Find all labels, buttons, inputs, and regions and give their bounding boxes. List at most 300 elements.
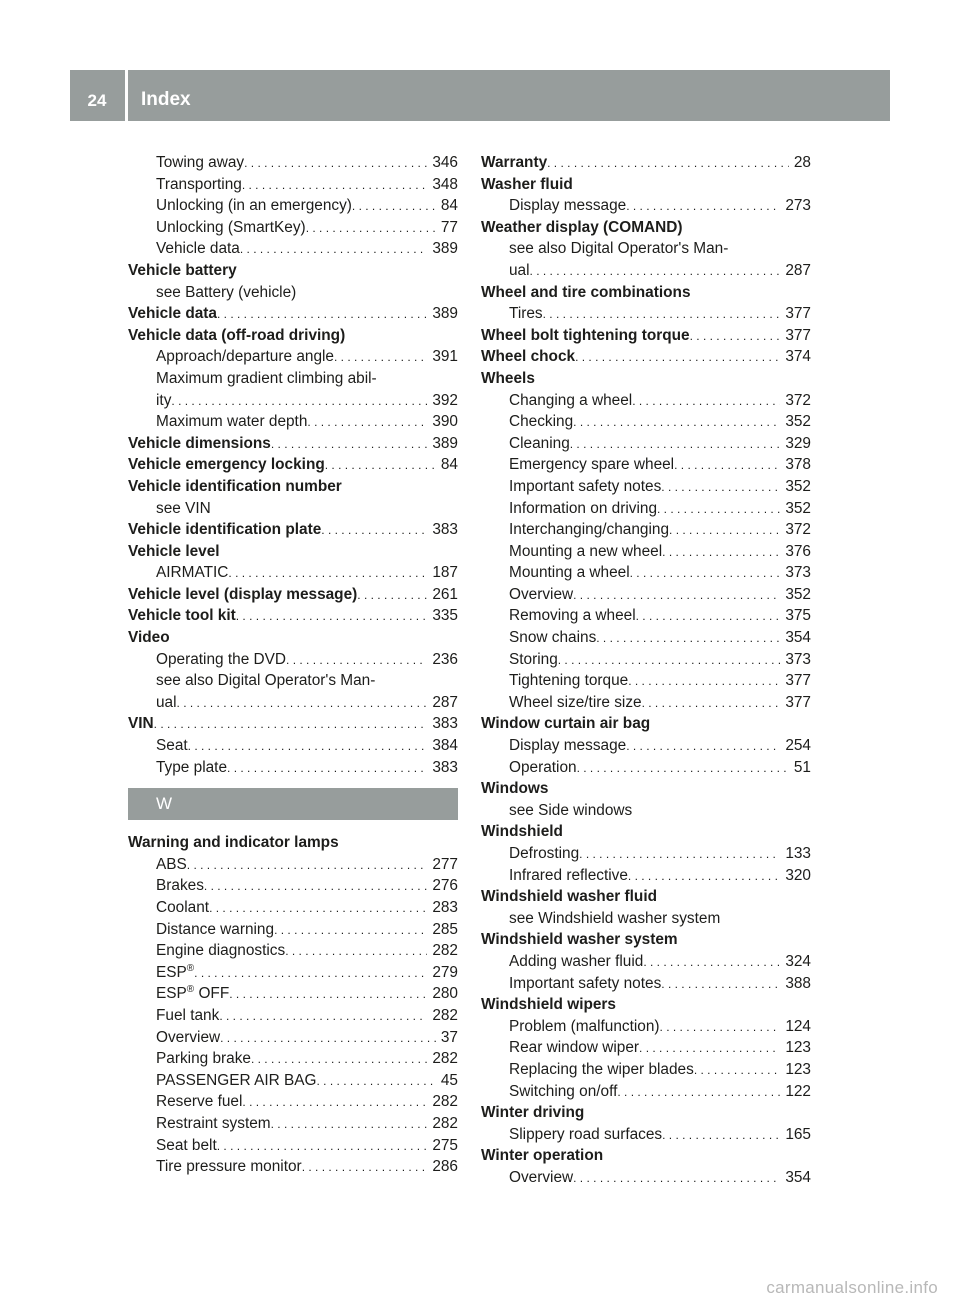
entry-page-number: 287 — [785, 261, 811, 279]
entry-text: Vehicle battery — [128, 261, 237, 279]
dot-leader — [669, 519, 780, 541]
entry-text: Interchanging/changing — [509, 521, 670, 539]
entry-page-number: 373 — [785, 650, 811, 668]
entry-text: Overview — [509, 1168, 574, 1186]
dot-leader — [307, 411, 427, 433]
dot-leader — [636, 605, 781, 627]
entry-label — [509, 1059, 694, 1081]
entry-text: Operation — [509, 758, 577, 776]
registered-mark: ® — [186, 962, 195, 974]
entry-text: see also Digital Operator's Man- — [509, 240, 729, 258]
dot-leader — [661, 476, 780, 498]
dot-leader — [171, 390, 427, 412]
entry-text: Windshield — [481, 823, 563, 841]
entry-page-number: 346 — [432, 154, 458, 171]
entry-label — [481, 152, 547, 174]
entry-label — [156, 940, 285, 962]
entry-text: Wheel chock — [481, 348, 576, 366]
entry-text: Distance warning — [156, 920, 275, 938]
entry-page-number: 348 — [432, 175, 458, 193]
entry-label — [481, 346, 575, 368]
index-entry — [481, 584, 811, 606]
dot-leader — [302, 1156, 428, 1178]
entry-label — [128, 303, 217, 325]
index-column-right — [481, 152, 811, 1189]
index-entry — [481, 346, 811, 368]
entry-text: Approach/departure angle — [156, 348, 334, 366]
dot-leader — [286, 649, 427, 671]
entry-label — [481, 325, 690, 347]
entry-text: Fuel tank — [156, 1006, 220, 1024]
entry-label — [509, 1081, 617, 1103]
entry-label — [156, 562, 228, 584]
entry-label — [128, 260, 237, 282]
entry-text: Seat belt — [156, 1136, 217, 1154]
dot-leader — [617, 1081, 780, 1103]
entry-text: Winter operation — [481, 1147, 604, 1165]
index-entry — [128, 713, 458, 735]
entry-label — [156, 1070, 317, 1092]
entry-text: Unlocking (SmartKey) — [156, 218, 306, 236]
entry-page-number: 273 — [785, 197, 811, 215]
index-entry — [481, 1145, 811, 1167]
index-entry — [128, 325, 458, 347]
entry-label — [156, 1005, 219, 1027]
index-entry — [481, 908, 811, 930]
entry-text: Video — [128, 629, 170, 647]
index-entry — [128, 454, 458, 476]
dot-leader — [547, 152, 789, 174]
entry-label — [509, 1037, 639, 1059]
index-entry — [128, 498, 458, 520]
entry-label — [481, 994, 616, 1016]
entry-label — [509, 1167, 573, 1189]
entry-label — [509, 498, 657, 520]
index-entry — [481, 411, 811, 433]
dot-leader — [334, 346, 427, 368]
entry-label — [128, 584, 357, 606]
entry-text: ual — [509, 261, 530, 279]
dot-leader — [188, 735, 428, 757]
index-entry — [481, 649, 811, 671]
entry-page-number: 285 — [432, 920, 458, 938]
entry-page-number: 124 — [785, 1017, 811, 1035]
entry-label — [509, 670, 628, 692]
entry-text: Winter driving — [481, 1104, 585, 1122]
index-entry — [481, 260, 811, 282]
dot-leader — [240, 238, 427, 260]
entry-page-number: 261 — [432, 585, 458, 603]
entry-label — [128, 433, 271, 455]
index-entry — [481, 217, 811, 239]
entry-text: Operating the DVD — [156, 650, 287, 668]
entry-page-number: 383 — [432, 521, 458, 539]
entry-label — [156, 1048, 251, 1070]
entry-page-number: 390 — [432, 413, 458, 431]
entry-label — [128, 476, 342, 498]
dot-leader — [217, 303, 427, 325]
index-entry — [481, 670, 811, 692]
entry-text: Washer fluid — [481, 175, 573, 193]
dot-leader — [690, 325, 781, 347]
index-entry — [481, 1037, 811, 1059]
entry-text: AIRMATIC — [156, 564, 229, 582]
entry-text: Restraint system — [156, 1114, 271, 1132]
entry-label — [509, 627, 596, 649]
entry-label — [156, 854, 187, 876]
index-entry — [481, 800, 811, 822]
dot-leader — [321, 519, 427, 541]
entry-text: Engine diagnostics — [156, 942, 286, 960]
entry-label — [156, 282, 296, 304]
entry-label — [156, 1091, 242, 1113]
entry-label — [509, 454, 674, 476]
entry-label — [156, 1027, 220, 1049]
entry-page-number: 45 — [440, 1071, 458, 1089]
index-entry — [128, 303, 458, 325]
entry-page-number: 254 — [785, 737, 811, 755]
entry-label — [509, 562, 630, 584]
watermark: carmanualsonline.info — [766, 1278, 938, 1297]
index-entry — [128, 1048, 458, 1070]
entry-page-number: 282 — [432, 942, 458, 960]
entry-label — [156, 983, 229, 1005]
index-entry — [128, 238, 458, 260]
index-entry — [128, 433, 458, 455]
entry-page-number: 165 — [785, 1125, 811, 1143]
entry-text: ual — [156, 693, 177, 711]
entry-label — [481, 1145, 603, 1167]
entry-text: Removing a wheel — [509, 607, 636, 625]
dot-leader — [217, 1135, 428, 1157]
entry-label — [128, 541, 220, 563]
entry-label — [481, 886, 657, 908]
index-entry — [481, 843, 811, 865]
index-entry — [128, 1005, 458, 1027]
dot-leader — [306, 217, 436, 239]
entry-text: Storing — [509, 650, 558, 668]
entry-text: Overview — [509, 585, 574, 603]
entry-page-number: 276 — [432, 877, 458, 895]
entry-text: Defrosting — [509, 845, 580, 862]
page-number: 24 — [87, 91, 107, 110]
entry-text: Maximum water depth — [156, 413, 308, 431]
entry-label — [128, 627, 170, 649]
dot-leader — [579, 843, 780, 865]
dot-leader — [661, 973, 780, 995]
dot-leader — [573, 584, 780, 606]
dot-leader — [242, 174, 427, 196]
entry-page-number: 373 — [785, 564, 811, 582]
entry-text: Display message — [509, 737, 627, 755]
entry-page-number: 279 — [432, 963, 458, 981]
entry-text: Changing a wheel — [509, 391, 633, 409]
entry-page-number: 123 — [785, 1060, 811, 1078]
entry-text: Unlocking (in an emergency) — [156, 197, 352, 215]
index-entry — [128, 390, 458, 412]
index-entry — [128, 605, 458, 627]
index-entry — [128, 854, 458, 876]
entry-text: Important safety notes — [509, 477, 662, 495]
entry-page-number: 37 — [440, 1028, 458, 1046]
entry-text: see VIN — [156, 499, 211, 517]
index-entry — [481, 562, 811, 584]
entry-text: VIN — [128, 715, 154, 733]
entry-label — [156, 152, 244, 174]
dot-leader — [227, 757, 427, 779]
entry-text: Tightening torque — [509, 672, 629, 690]
entry-text: Infrared reflective — [509, 866, 628, 884]
index-entry — [481, 951, 811, 973]
entry-label — [509, 605, 636, 627]
entry-label — [509, 390, 632, 412]
entry-page-number: 383 — [432, 715, 458, 733]
entry-label — [481, 174, 573, 196]
dot-leader — [219, 1005, 427, 1027]
entry-text: Mounting a wheel — [509, 564, 630, 582]
entry-page-number: 388 — [785, 974, 811, 992]
index-entry — [481, 973, 811, 995]
dot-leader — [204, 875, 427, 897]
dot-leader — [694, 1059, 781, 1081]
dot-leader — [229, 983, 427, 1005]
entry-text: Problem (malfunction) — [509, 1017, 660, 1035]
dot-leader — [325, 454, 436, 476]
index-entry — [128, 562, 458, 584]
dot-leader — [626, 195, 780, 217]
entry-page-number: 376 — [785, 542, 811, 560]
index-entry — [128, 1156, 458, 1178]
entry-text: Vehicle data (off-road driving) — [128, 326, 346, 344]
entry-label — [156, 692, 177, 714]
entry-page-number: 354 — [785, 1168, 811, 1186]
entry-text: PASSENGER AIR BAG — [156, 1071, 317, 1089]
entry-label — [509, 908, 720, 930]
entry-label — [156, 498, 211, 520]
entry-page-number: 383 — [432, 758, 458, 776]
dot-leader — [317, 1070, 436, 1092]
entry-text: Emergency spare wheel — [509, 456, 675, 474]
index-entry — [481, 498, 811, 520]
dot-leader — [628, 670, 780, 692]
entry-page-number: 352 — [785, 477, 811, 495]
entry-text: Checking — [509, 413, 574, 431]
index-entry — [128, 584, 458, 606]
index-entry — [481, 519, 811, 541]
entry-label — [156, 195, 352, 217]
dot-leader — [209, 897, 427, 919]
entry-page-number: 335 — [432, 607, 458, 625]
index-entry — [481, 713, 811, 735]
entry-label — [509, 303, 543, 325]
index-entry — [128, 940, 458, 962]
index-entry — [481, 1016, 811, 1038]
entry-page-number: 282 — [432, 1093, 458, 1111]
entry-text: Windows — [481, 780, 549, 798]
index-entry — [481, 821, 811, 843]
entry-page-number: 275 — [432, 1136, 458, 1154]
entry-page-number: 372 — [785, 391, 811, 409]
entry-text: Wheels — [481, 369, 535, 387]
entry-text: Windshield washer system — [481, 931, 678, 949]
entry-label — [156, 174, 242, 196]
entry-label — [156, 238, 240, 260]
entry-label — [156, 897, 209, 919]
entry-text: Transporting — [156, 175, 242, 193]
entry-page-number: 277 — [432, 855, 458, 873]
entry-text: Overview — [156, 1028, 221, 1046]
entry-label — [509, 649, 558, 671]
dot-leader — [352, 195, 436, 217]
entry-page-number: 352 — [785, 499, 811, 517]
entry-text: Maximum gradient climbing abil- — [156, 369, 377, 387]
entry-page-number: 377 — [785, 326, 811, 344]
entry-text: Towing away — [156, 154, 245, 171]
dot-leader — [244, 152, 427, 174]
index-entry — [128, 735, 458, 757]
entry-text: Display message — [509, 197, 627, 215]
index-entry — [481, 454, 811, 476]
entry-page-number: 187 — [432, 564, 458, 582]
index-entry — [481, 886, 811, 908]
index-entry — [481, 238, 811, 260]
index-entry — [128, 174, 458, 196]
dot-leader — [543, 303, 781, 325]
dot-leader — [662, 1124, 780, 1146]
entry-text: Vehicle dimensions — [128, 434, 271, 452]
entry-label — [509, 238, 728, 260]
entry-label — [156, 368, 377, 390]
dot-leader — [642, 692, 781, 714]
entry-label — [509, 476, 661, 498]
index-entry — [128, 476, 458, 498]
entry-text: Warranty — [481, 154, 548, 171]
index-entry — [128, 411, 458, 433]
entry-text: Wheel bolt tightening torque — [481, 326, 690, 344]
dot-leader — [558, 649, 781, 671]
entry-text: Brakes — [156, 877, 204, 895]
index-entry — [128, 368, 458, 390]
dot-leader — [639, 1037, 780, 1059]
entry-text: Warning and indicator lamps — [128, 834, 339, 852]
entry-text: Information on driving — [509, 499, 657, 517]
entry-label — [509, 973, 661, 995]
entry-text: Wheel size/tire size — [509, 693, 642, 711]
entry-label — [481, 282, 691, 304]
entry-page-number: 324 — [785, 952, 811, 970]
index-entry — [128, 670, 458, 692]
index-entry — [128, 260, 458, 282]
entry-label — [509, 735, 626, 757]
entry-page-number: 236 — [432, 650, 458, 668]
entry-text: Type plate — [156, 758, 228, 776]
index-entry — [481, 1167, 811, 1189]
index-entry — [481, 1081, 811, 1103]
dot-leader — [630, 562, 781, 584]
index-entry — [128, 519, 458, 541]
index-entry — [481, 1124, 811, 1146]
entry-label — [509, 584, 573, 606]
entry-text: see Side windows — [509, 801, 633, 819]
index-entry — [481, 1059, 811, 1081]
index-entry — [128, 919, 458, 941]
index-column-left — [128, 152, 458, 1178]
index-entry — [481, 627, 811, 649]
entry-page-number: 375 — [785, 607, 811, 625]
index-entry — [128, 1070, 458, 1092]
dot-leader — [154, 713, 428, 735]
entry-page-number: 280 — [432, 985, 458, 1003]
entry-label — [509, 1016, 660, 1038]
index-entry — [481, 368, 811, 390]
entry-text: ity — [156, 391, 172, 409]
index-list-w — [128, 832, 458, 1178]
index-entry — [128, 346, 458, 368]
entry-label — [509, 865, 628, 887]
entry-page-number: 122 — [785, 1082, 811, 1100]
entry-text: Vehicle identification plate — [128, 521, 322, 539]
entry-label — [156, 217, 306, 239]
entry-label — [509, 260, 530, 282]
index-entry — [481, 757, 811, 779]
entry-text: ABS — [156, 855, 187, 873]
entry-label — [509, 1124, 662, 1146]
entry-page-number: 123 — [785, 1039, 811, 1057]
entry-text: see also Digital Operator's Man- — [156, 672, 376, 690]
entry-label — [481, 368, 535, 390]
entry-page-number: 84 — [440, 456, 458, 474]
entry-label — [509, 757, 577, 779]
entry-text: Windshield wipers — [481, 996, 616, 1014]
entry-page-number: 354 — [785, 629, 811, 647]
header-divider — [125, 70, 128, 121]
entry-text: Important safety notes — [509, 974, 662, 992]
index-entry — [128, 832, 458, 854]
entry-text: Vehicle identification number — [128, 477, 342, 495]
dot-leader — [228, 562, 427, 584]
index-entry — [481, 541, 811, 563]
entry-page-number: 389 — [432, 305, 458, 323]
entry-text: Switching on/off — [509, 1082, 618, 1100]
entry-label — [481, 778, 548, 800]
dot-leader — [251, 1048, 427, 1070]
registered-mark: ® — [186, 984, 195, 996]
entry-text: Coolant — [156, 899, 210, 916]
entry-label — [481, 713, 650, 735]
dot-leader — [657, 498, 780, 520]
entry-label — [509, 195, 626, 217]
index-entry — [128, 1113, 458, 1135]
dot-leader — [573, 411, 780, 433]
index-entry — [128, 282, 458, 304]
entry-page-number: 84 — [440, 197, 458, 215]
entry-page-number: 384 — [432, 737, 458, 755]
index-entry — [481, 778, 811, 800]
entry-label — [128, 454, 325, 476]
dot-leader — [274, 919, 427, 941]
dot-leader — [577, 757, 789, 779]
entry-label — [156, 670, 375, 692]
entry-text: Parking brake — [156, 1050, 251, 1068]
dot-leader — [674, 454, 780, 476]
entry-label — [509, 800, 632, 822]
entry-label — [128, 519, 321, 541]
entry-text: Reserve fuel — [156, 1093, 243, 1111]
entry-page-number: 352 — [785, 413, 811, 431]
dot-leader — [220, 1027, 436, 1049]
index-entry — [481, 994, 811, 1016]
index-entry — [128, 649, 458, 671]
